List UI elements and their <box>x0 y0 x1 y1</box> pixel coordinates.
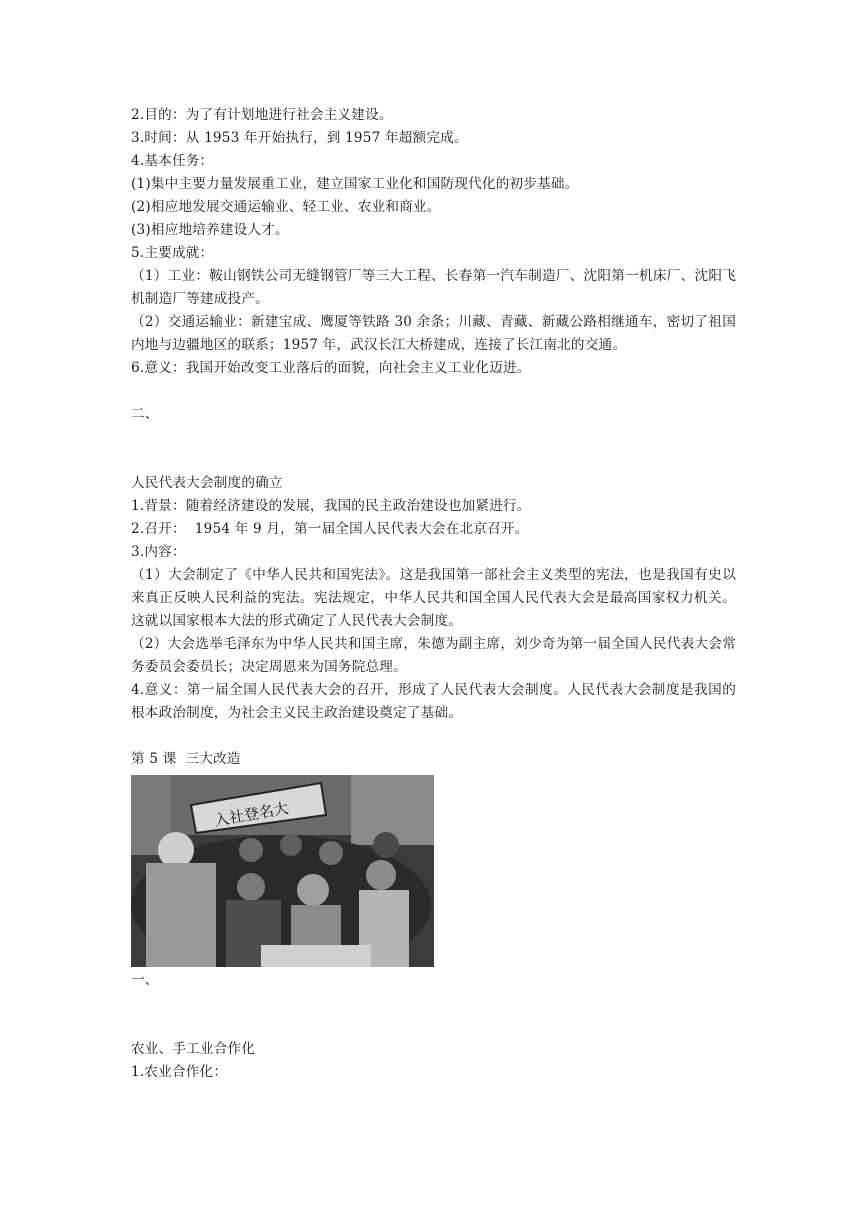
npc-background: 1.背景：随着经济建设的发展，我国的民主政治建设也加紧进行。 <box>131 498 531 514</box>
achievement-transport: （2）交通运输业：新建宝成、鹰厦等铁路 30 余条；川藏、青藏、新藏公路相继通车，密切了祖国内地与边疆地区的联系；1957 年，武汉长江大桥建成，连接了长江南北的交通。 <box>131 314 736 353</box>
plan-details-list <box>131 104 736 265</box>
section-three-title: 农业、手工业合作化 <box>131 1041 256 1057</box>
npc-convening: 2.召开： 1954 年 9 月，第一届全国人民代表大会在北京召开。 <box>131 521 529 537</box>
plan-time: 3.时间：从 1953 年开始执行，到 1957 年超额完成。 <box>131 130 468 146</box>
lesson-title: 第 5 课 三大改造 <box>131 751 241 767</box>
document-page <box>131 104 736 1084</box>
npc-contents-heading: 3.内容： <box>131 544 186 560</box>
plan-task-3: (3)相应地培养建设人才。 <box>131 222 289 238</box>
photo-sign-text: 入社登名大 <box>213 799 291 830</box>
section-two-title: 人民代表大会制度的确立 <box>131 475 283 491</box>
plan-significance: 6.意义：我国开始改变工业落后的面貌，向社会主义工业化迈进。 <box>131 360 531 376</box>
npc-content-1: （1）大会制定了《中华人民共和国宪法》。这是我国第一部社会主义类型的宪法，也是我国有史以来真正反映人民利益的宪法。宪法规定，中华人民共和国全国人民代表大会是最高国家权力机关。这就以国家根本大法的形式确定了人民代表大会制度。 <box>131 567 736 629</box>
npc-significance: 4.意义：第一届全国人民代表大会的召开，形成了人民代表大会制度。人民代表大会制度是我国的根本政治制度，为社会主义民主政治建设奠定了基础。 <box>131 682 736 721</box>
section-two-heading: 二、 <box>131 406 159 422</box>
plan-task-2: (2)相应地发展交通运输业、轻工业、农业和商业。 <box>131 199 441 215</box>
plan-goal: 2.目的：为了有计划地进行社会主义建设。 <box>131 107 393 123</box>
achievement-industry: （1）工业：鞍山钢铁公司无缝钢管厂等三大工程、长春第一汽车制造厂、沈阳第一机床厂、沈阳飞机制造厂等建成投产。 <box>131 268 736 307</box>
plan-tasks-heading: 4.基本任务： <box>131 153 214 169</box>
historical-photo-cooperative-signup <box>131 775 434 967</box>
npc-content-2: （2）大会选举毛泽东为中华人民共和国主席，朱德为副主席，刘少奇为第一届全国人民代表大会常务委员会委员长；决定周恩来为国务院总理。 <box>131 636 736 675</box>
plan-task-1: (1)集中主要力量发展重工业，建立国家工业化和国防现代化的初步基础。 <box>131 176 579 192</box>
plan-achievements-heading: 5.主要成就： <box>131 245 214 261</box>
section-three-heading: 一、 <box>131 972 159 988</box>
agriculture-cooperation-item: 1.农业合作化： <box>131 1064 228 1080</box>
